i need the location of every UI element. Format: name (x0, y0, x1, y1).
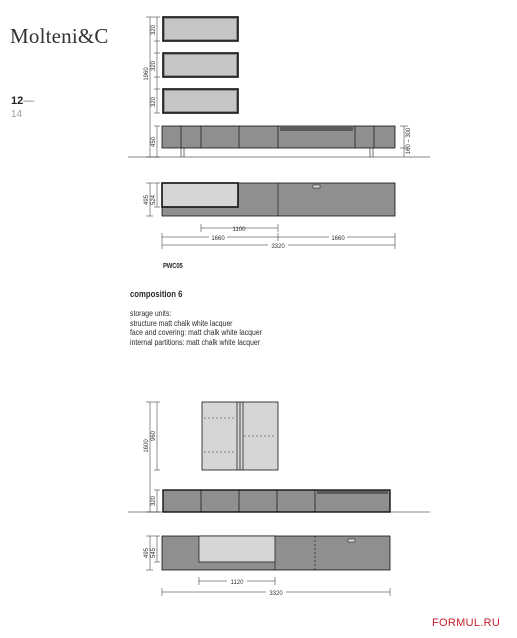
dim-shelf-1: 320 (151, 24, 157, 36)
dim-width-1100: 1100 (232, 227, 246, 233)
spec-line: structure matt chalk white lacquer (130, 318, 233, 328)
spec-line: storage units: (130, 309, 172, 318)
plan-unit-2 (162, 536, 390, 570)
dim-width-1120: 1120 (230, 580, 244, 586)
composition-6-elevation (128, 402, 430, 512)
dim-width-1660-right: 1660 (331, 236, 345, 242)
composition-title: composition 6 (130, 289, 183, 299)
dim-base-height: 450 (151, 136, 157, 148)
spec-line: internal partitions: matt chalk white lacquer (130, 337, 261, 347)
composition-specs (130, 309, 262, 347)
dim-plan-495: 495 (144, 194, 150, 206)
page-dash: — (23, 95, 35, 107)
watermark: FORMUL.RU (432, 617, 501, 629)
dim-cabinet-total: 1600 (144, 439, 150, 453)
page-current-value: 12 (11, 95, 24, 107)
dim-base-height-2: 320 (151, 495, 157, 507)
page-number-next: 14 (11, 109, 23, 120)
composition-5-plan (144, 183, 395, 250)
base-unit (162, 126, 395, 148)
dim-plan-495-2: 495 (144, 547, 150, 559)
dim-plan-524: 524 (151, 194, 157, 206)
dim-width-total: 3320 (271, 244, 285, 250)
brand-logo: Molteni&C (10, 24, 109, 48)
composition-5-elevation (128, 17, 430, 157)
dim-total-height: 1960 (144, 67, 150, 81)
dim-cabinet-inner: 960 (151, 430, 157, 442)
dim-width-1660-left: 1660 (211, 236, 225, 242)
composition-6-plan (144, 536, 390, 597)
plan-shelf-outline (162, 183, 238, 207)
product-code: PWC05 (163, 263, 183, 270)
plan-cabinet-area (199, 536, 275, 562)
dim-shelf-3: 320 (151, 96, 157, 108)
dim-width-total-2: 3320 (269, 591, 283, 597)
dim-plan-545: 545 (151, 547, 157, 559)
dim-right-height: 160 – 300 (406, 127, 412, 155)
dim-shelf-2: 320 (151, 60, 157, 72)
spec-line: face and covering: matt chalk white lacquer (130, 328, 262, 337)
